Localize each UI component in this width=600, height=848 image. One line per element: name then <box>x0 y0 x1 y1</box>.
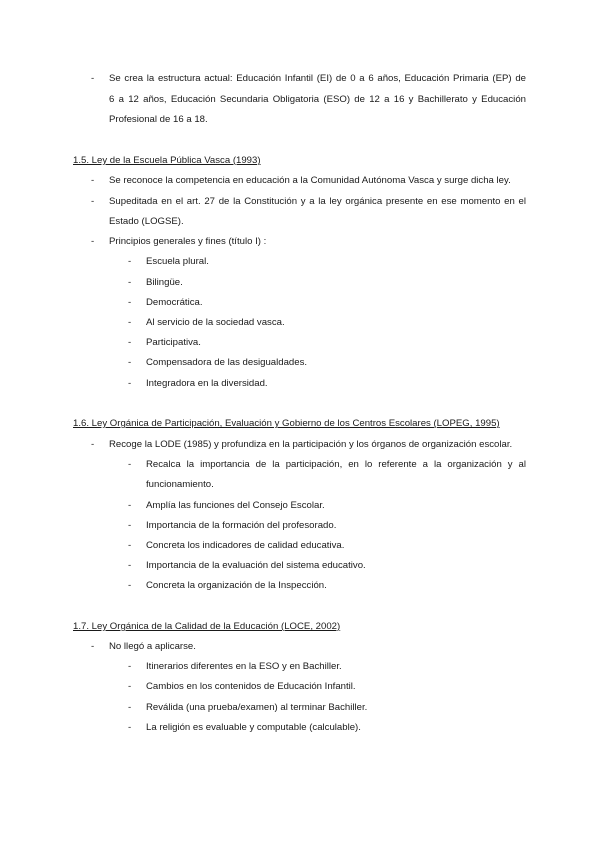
sub-bullet-dash: - <box>128 357 132 368</box>
sub-list-item: Importancia de la formación del profesorado. <box>146 520 337 531</box>
section-heading: 1.5. Ley de la Escuela Pública Vasca (1993) <box>73 155 261 166</box>
sub-bullet-dash: - <box>128 500 132 511</box>
sub-bullet-dash: - <box>128 337 132 348</box>
sub-list-item: Amplía las funciones del Consejo Escolar. <box>146 500 325 511</box>
list-item-text: Supeditada en el art. 27 de la Constitución y a la ley orgánica presente en ese momento en el <box>109 196 526 207</box>
sub-list-item: La religión es evaluable y computable (calculable). <box>146 722 361 733</box>
section-heading: 1.6. Ley Orgánica de Participación, Evaluación y Gobierno de los Centros Escolares (LOPEG, 1995) <box>73 418 500 429</box>
list-item-text: Recoge la LODE (1985) y profundiza en la participación y los órganos de organización escolar. <box>109 439 513 450</box>
sub-bullet-dash: - <box>128 297 132 308</box>
sub-list-item: Participativa. <box>146 337 201 348</box>
sub-bullet-dash: - <box>128 277 132 288</box>
sub-list-item: Reválida (una prueba/examen) al terminar Bachiller. <box>146 702 368 713</box>
bullet-dash: - <box>91 641 95 652</box>
sub-list-item: Concreta la organización de la Inspección. <box>146 580 327 591</box>
sub-list-item: Cambios en los contenidos de Educación Infantil. <box>146 681 356 692</box>
sub-bullet-dash: - <box>128 661 132 672</box>
sub-bullet-dash: - <box>128 520 132 531</box>
sub-list-item: Itinerarios diferentes en la ESO y en Bachiller. <box>146 661 342 672</box>
list-item-text: Principios generales y fines (título I) : <box>109 236 267 247</box>
sub-list-item: funcionamiento. <box>146 479 214 490</box>
sub-list-item: Democrática. <box>146 297 203 308</box>
sub-list-item: Al servicio de la sociedad vasca. <box>146 317 285 328</box>
sub-list-item: Bilingüe. <box>146 277 183 288</box>
sub-bullet-dash: - <box>128 317 132 328</box>
sub-list-item: Concreta los indicadores de calidad educativa. <box>146 540 345 551</box>
list-item-text: No llegó a aplicarse. <box>109 641 196 652</box>
sub-bullet-dash: - <box>128 459 132 470</box>
intro-text-line-3: Profesional de 16 a 18. <box>109 114 208 125</box>
bullet-dash: - <box>91 175 95 186</box>
section-heading: 1.7. Ley Orgánica de la Calidad de la Educación (LOCE, 2002) <box>73 621 341 632</box>
sub-bullet-dash: - <box>128 378 132 389</box>
sub-bullet-dash: - <box>128 560 132 571</box>
sub-bullet-dash: - <box>128 540 132 551</box>
sub-list-item: Recalca la importancia de la participación, en lo referente a la organización y al <box>146 459 526 470</box>
intro-text-line-1: Se crea la estructura actual: Educación Infantil (EI) de 0 a 6 años, Educación Primaria (EP) de <box>109 73 526 84</box>
bullet-dash: - <box>91 73 95 84</box>
list-item-text: Estado (LOGSE). <box>109 216 184 227</box>
sub-list-item: Importancia de la evaluación del sistema educativo. <box>146 560 366 571</box>
sub-bullet-dash: - <box>128 702 132 713</box>
list-item-text: Se reconoce la competencia en educación a la Comunidad Autónoma Vasca y surge dicha ley. <box>109 175 511 186</box>
bullet-dash: - <box>91 236 95 247</box>
sub-bullet-dash: - <box>128 256 132 267</box>
sub-bullet-dash: - <box>128 681 132 692</box>
sub-list-item: Escuela plural. <box>146 256 209 267</box>
sub-list-item: Integradora en la diversidad. <box>146 378 268 389</box>
sub-list-item: Compensadora de las desigualdades. <box>146 357 308 368</box>
intro-text-line-2: 6 a 12 años, Educación Secundaria Obligatoria (ESO) de 12 a 16 y Bachillerato y Educación <box>109 94 526 105</box>
bullet-dash: - <box>91 439 95 450</box>
sub-bullet-dash: - <box>128 580 132 591</box>
bullet-dash: - <box>91 196 95 207</box>
sub-bullet-dash: - <box>128 722 132 733</box>
